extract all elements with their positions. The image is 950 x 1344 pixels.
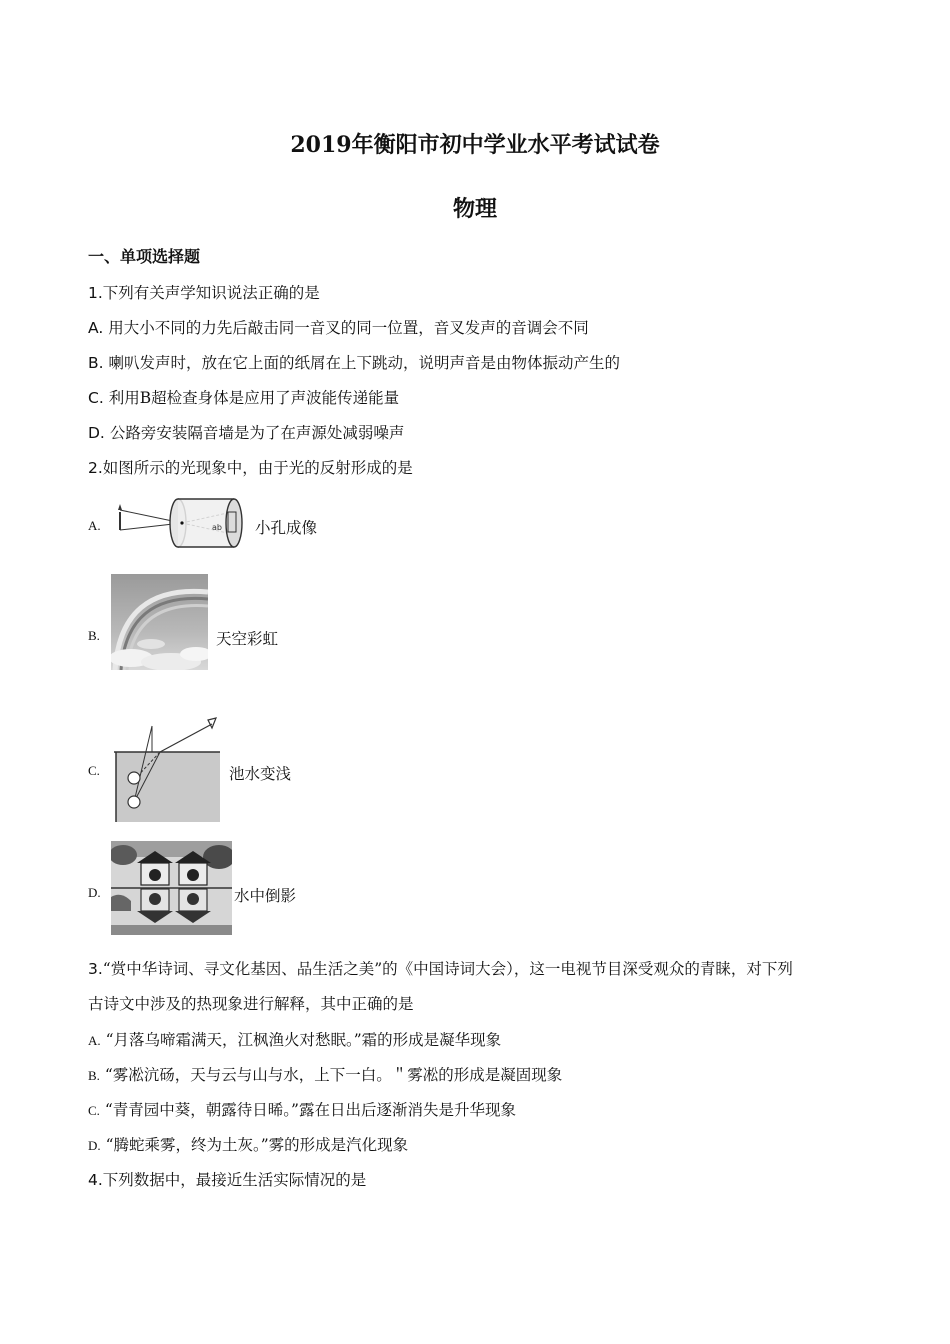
option-text: “雾凇沆砀，天与云与山与水，上下一白。＂雾凇的形成是凝固现象 [104, 1066, 563, 1084]
question-stem: 如图所示的光现象中，由于光的反射形成的是 [102, 459, 413, 477]
q3-option-d [88, 1133, 408, 1155]
option-text: “腾蛇乘雾，终为土灰。”雾的形成是汽化现象 [105, 1136, 409, 1154]
page-title: 2019年衡阳市初中学业水平考试试卷 [290, 132, 660, 158]
question-number: 3. [88, 960, 103, 978]
option-letter: A. [88, 1033, 101, 1048]
subject-title: 物理 [452, 196, 497, 222]
q2-option-b-letter: B. [88, 628, 100, 643]
option-letter: D. [88, 424, 105, 442]
pinhole-camera-diagram-icon [112, 494, 252, 552]
q1-option-d [88, 421, 404, 443]
rainbow-photo-icon [111, 574, 208, 670]
q2-option-d-caption: 水中倒影 [234, 887, 297, 905]
question-number: 1. [88, 284, 103, 302]
option-letter: C. [88, 389, 104, 407]
question-3-line2: 古诗文中涉及的热现象进行解释，其中正确的是 [88, 995, 414, 1013]
q1-option-b [88, 351, 620, 373]
option-text: “青青园中葵，朝露待日晞。”露在日出后逐渐消失是升华现象 [104, 1101, 516, 1119]
option-letter: C. [88, 1103, 100, 1118]
q2-option-a-caption: 小孔成像 [255, 519, 318, 537]
q1-option-a [88, 316, 589, 338]
question-4 [88, 1168, 366, 1190]
question-3 [88, 957, 793, 979]
q2-option-d-letter: D. [88, 885, 101, 900]
q2-option-a-letter: A. [88, 518, 101, 533]
svg-text:ab: ab [212, 523, 222, 532]
option-text: 利用B超检查身体是应用了声波能传递能量 [108, 389, 400, 407]
question-number: 4. [88, 1171, 103, 1189]
pavilion-reflection-photo-icon [111, 841, 232, 935]
q2-option-c-caption: 池水变浅 [229, 765, 292, 783]
question-stem: 下列有关声学知识说法正确的是 [102, 284, 320, 302]
option-letter: B. [88, 354, 104, 372]
option-text: 用大小不同的力先后敲击同一音叉的同一位置，音叉发声的音调会不同 [108, 319, 589, 337]
q3-option-a [88, 1028, 501, 1050]
section-heading: 一、单项选择题 [88, 247, 201, 266]
q3-option-c [88, 1098, 516, 1120]
pool-refraction-diagram-icon [114, 716, 220, 822]
q2-option-c-letter: C. [88, 763, 100, 778]
option-letter: B. [88, 1068, 100, 1083]
q2-option-b-caption: 天空彩虹 [216, 630, 279, 648]
option-text: 喇叭发声时，放在它上面的纸屑在上下跳动，说明声音是由物体振动产生的 [108, 354, 621, 372]
option-letter: A. [88, 319, 104, 337]
q3-option-b [88, 1063, 562, 1085]
question-stem: 下列数据中，最接近生活实际情况的是 [102, 1171, 367, 1189]
question-2 [88, 456, 413, 478]
option-text: “月落乌啼霜满天，江枫渔火对愁眠。”霜的形成是凝华现象 [105, 1031, 502, 1049]
question-stem-line1: “赏中华诗词、寻文化基因、品生活之美”的《中国诗词大会），这一电视节目深受观众的青睐，对下列 [102, 960, 793, 978]
option-letter: D. [88, 1138, 101, 1153]
option-text: 公路旁安装隔音墙是为了在声源处减弱噪声 [109, 424, 405, 442]
question-number: 2. [88, 459, 103, 477]
question-1 [88, 281, 320, 303]
q1-option-c [88, 386, 399, 408]
